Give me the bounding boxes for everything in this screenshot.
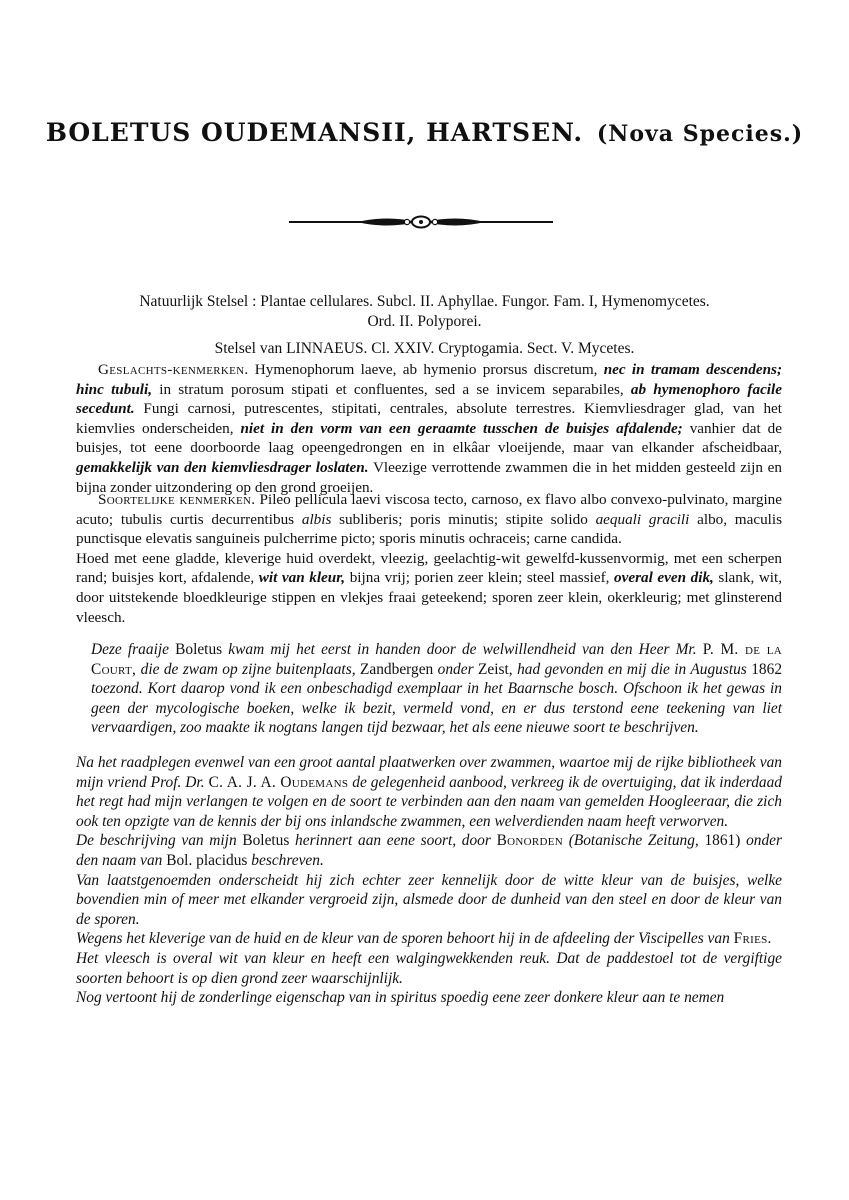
note7: Nog vertoont hij de zonderlinge eigenschap van in spiritus spoedig eene zeer donkere kleur aan te nemen bbox=[76, 989, 725, 1007]
genus-latin-d: ab hymenophoro facile secedunt. bbox=[76, 380, 782, 418]
genus-dutch-a: Kiemvliesdrager glad, van het kiemvlies onderscheiden, bbox=[76, 400, 783, 437]
species-dutch-b: wit van kleur, bbox=[258, 569, 346, 587]
note2-c: de gelegenheid aanbood, verkreeg ik de overtuiging, dat ik inderdaad het regt had mijn verlangen te volgen en de soort te verbinden aan den naam van gemelden Hoogleeraar, die zich ook ten opzigte van de kennis der bij ons inlandsche zwammen, een welverdienden naam heeft verworven. bbox=[76, 773, 782, 830]
genus-latin-b: nec in tramam descendens; hinc tubuli, bbox=[76, 361, 783, 398]
genus-characteristics bbox=[76, 360, 782, 497]
note1-b: Boletus bbox=[175, 641, 223, 658]
note3-h: Bol. placidus bbox=[166, 851, 248, 869]
genus-latin-c: in stratum porosum stipati et confluentes, sed a se invicem separabiles, bbox=[159, 380, 624, 398]
genus-latin-e: Fungi carnosi, putrescentes, stipitati, centrales, absolute terrestres. bbox=[143, 400, 576, 418]
note1-c: kwam mij het eerst in handen door de welwillendheid van den Heer Mr. bbox=[228, 641, 697, 658]
note3-c: herinnert aan eene soort, door bbox=[295, 832, 491, 850]
species-heading: Soortelijke kenmerken. bbox=[98, 491, 256, 508]
ornament-divider-icon bbox=[287, 212, 555, 232]
note1-a: Deze fraaije bbox=[91, 641, 169, 658]
genus-latin-a: Hymenophorum laeve, ab hymenio prorsus discretum, bbox=[254, 361, 598, 378]
species-dutch-e: slank, wit, door uitstekende bloedkleurige stippen en vlekjes fraai geteekend; sporen zeer klein, okerkleurig; met glinsterend vleesch. bbox=[76, 569, 783, 626]
note2-b: C. A. J. A. Oudemans bbox=[208, 773, 349, 791]
note5-a: Wegens het kleverige van de huid en de kleur van de sporen behoort hij in de afdeeling der Viscipelles van bbox=[76, 930, 730, 948]
note6: Het vleesch is overal wit van kleur en heeft een walgingwekkenden reuk. Dat de paddestoel tot de vergiftige soorten behoort is op dien grond zeer waarschijnlijk. bbox=[76, 949, 782, 987]
note1-f: Zandbergen bbox=[360, 660, 434, 678]
note3-a: De beschrijving van mijn bbox=[76, 832, 237, 850]
natural-system-line: Natuurlijk Stelsel : Plantae cellulares. Subcl. II. Aphyllae. Fungor. Fam. I, Hymenomycetes. bbox=[139, 293, 710, 310]
title-species-note: (Nova Species.) bbox=[596, 121, 804, 147]
note3-g: onder den naam van bbox=[76, 832, 782, 869]
note1-e: die de zwam op zijne buitenplaats, bbox=[140, 660, 356, 678]
note1-h: Zeist, bbox=[478, 660, 513, 678]
note3-e: (Botanische Zeitung, bbox=[568, 832, 699, 850]
note1-k: toezond. Kort daarop vond ik een onbeschadigd exemplaar in het Baarnsche bosch. Ofschoon ik het gewas in geen der mycologische boeken, welke ik bezit, vermeld vond, en er dus terstond eene teekening van liet vervaardigen, zoo maakte ik nogtans langen tijd bezwaar, het als eene nieuwe soort te beschrijven. bbox=[91, 680, 782, 737]
genus-dutch-c: vanhier dat de buisjes, tot eene doorboorde laag opeengedrongen en in elkâar vloeijende, maar van elkander afscheidbaar, bbox=[76, 419, 782, 457]
species-dutch-c: bijna vrij; porien zeer klein; steel massief, bbox=[349, 569, 610, 587]
note1-g: onder bbox=[437, 660, 474, 678]
genus-dutch-e: Vleezige verrottende zwammen die in het midden gesteeld zijn en bijna zonder uitzondering op den grond groeijen. bbox=[76, 458, 782, 496]
natural-system-line-2: Ord. II. Polyporei. bbox=[367, 313, 482, 330]
genus-dutch-b: niet in den vorm van een geraamte tusschen de buisjes afdalende; bbox=[240, 419, 683, 437]
species-latin-b: albis bbox=[301, 510, 332, 528]
note4: Van laatstgenoemden onderscheidt hij zich echter zeer kennelijk door de witte kleur van de buisjes, welke bovendien min of meer met elkander vergroeid zijn, alsmede door de dunheid van den steel en door de kleur van de sporen. bbox=[76, 871, 782, 928]
species-latin-a: Pileo pellicula laevi viscosa tecto, carnoso, ex flavo albo convexo-pulvinato, margine acuto; tubulis curtis decurrentibus bbox=[76, 491, 783, 528]
note3-i: beschreven. bbox=[251, 851, 324, 869]
note1-j: 1862 bbox=[751, 660, 783, 678]
species-dutch-d: overal even dik, bbox=[614, 569, 714, 587]
genus-heading: Geslachts-kenmerken. bbox=[98, 361, 249, 378]
page-title bbox=[0, 118, 849, 147]
note3-b: Boletus bbox=[242, 832, 290, 850]
species-latin-d: aequali gracili bbox=[595, 510, 690, 528]
note2-a: Na het raadplegen evenwel van een groot aantal plaatwerken over zwammen, waartoe mij de rijke bibliotheek van mijn vriend Prof. Dr. bbox=[76, 754, 782, 791]
species-dutch-a: Hoed met eene gladde, kleverige huid overdekt, vleezig, geelachtig-wit gewelfd-kussenvormig, met een scherpen rand; buisjes kort, afdalende, bbox=[76, 549, 782, 587]
note5-b: Fries. bbox=[733, 930, 772, 948]
notes-paragraphs bbox=[76, 753, 782, 1008]
genus-dutch-d: gemakkelijk van den kiemvliesdrager loslaten. bbox=[76, 458, 369, 476]
note1-d: P. M. de la Court, bbox=[91, 641, 782, 678]
note3-d: Bonorden bbox=[496, 832, 564, 850]
notes-paragraph-1 bbox=[76, 640, 782, 738]
note1-i: had gevonden en mij die in Augustus bbox=[517, 660, 747, 678]
linnaeus-system-line: Stelsel van LINNAEUS. Cl. XXIV. Cryptogamia. Sect. V. Mycetes. bbox=[214, 340, 635, 357]
species-latin-c: subliberis; poris minutis; stipite solido bbox=[339, 510, 588, 528]
species-characteristics bbox=[76, 490, 782, 627]
title-main: BOLETUS OUDEMANSII, HARTSEN. bbox=[45, 118, 584, 147]
note3-f: 1861) bbox=[704, 832, 741, 850]
species-latin-e: albo, maculis punctisque elevatis sanguineis pulcherrime picto; sporis minutis ochraceis; carne candida. bbox=[76, 510, 783, 548]
